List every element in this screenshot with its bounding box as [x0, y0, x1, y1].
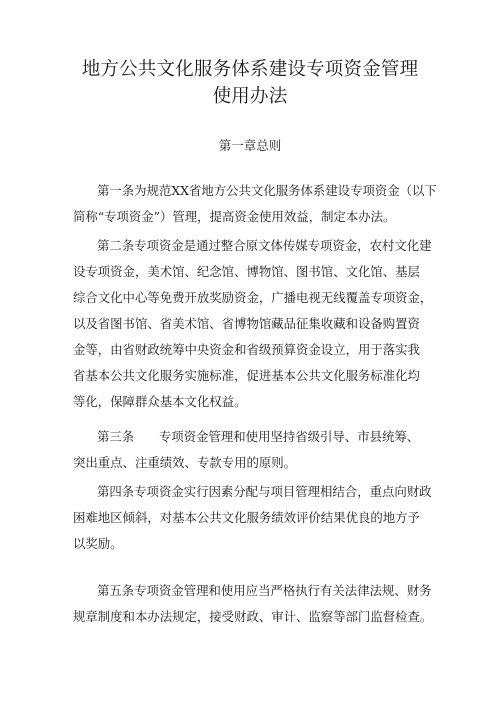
article-4-line-1: 第四条专项资金实行因素分配与项目管理相结合，重点向财政	[97, 484, 432, 499]
title-line-2: 使用办法	[212, 86, 288, 107]
title-line-1: 地方公共文化服务体系建设专项资金管理	[81, 59, 419, 80]
chapter-heading: 第一章总则	[218, 138, 282, 153]
article-1-line-2: 简称“专项资金”）管理，提高资金使用效益，制定本办法。	[73, 209, 396, 224]
article-2-line-2: 设专项资金，美术馆、纪念馆、博物馆、图书馆、文化馆、基层	[73, 264, 420, 279]
article-3-line-2: 突出重点、注重绩效、专款专用的原则。	[73, 455, 297, 470]
article-2-line-5: 金等，由省财政统筹中央资金和省级预算资金设立，用于落实我	[73, 342, 420, 357]
article-2-line-7: 等化，保障群众基本文化权益。	[73, 394, 247, 409]
article-3-line-1: 第三条 专项资金管理和使用坚持省级引导、市县统筹、	[97, 429, 420, 444]
document-title	[40, 56, 460, 110]
article-2-line-6: 省基本公共文化服务实施标准，促进基本公共文化服务标准化均	[73, 368, 420, 383]
article-5-line-2: 规章制度和本办法规定，接受财政、审计、监察等部门监督检查。	[73, 609, 433, 624]
article-4-line-2: 困难地区倾斜，对基本公共文化服务绩效评价结果优良的地方予	[73, 510, 420, 525]
article-4-line-3: 以奖励。	[73, 536, 123, 551]
article-5-line-1: 第五条专项资金管理和使用应当严格执行有关法律法规、财务	[97, 583, 432, 598]
article-2-line-3: 综合文化中心等免费开放奖励资金，广播电视无线覆盖专项资金，	[73, 290, 433, 305]
article-2-line-4: 以及省图书馆、省美术馆、省博物馆藏品征集收藏和设备购置资	[73, 316, 420, 331]
article-1-line-1: 第一条为规范XX省地方公共文化服务体系建设专项资金（以下	[97, 183, 437, 198]
article-2-line-1: 第二条专项资金是通过整合原文体传媒专项资金，农村文化建	[97, 238, 432, 253]
